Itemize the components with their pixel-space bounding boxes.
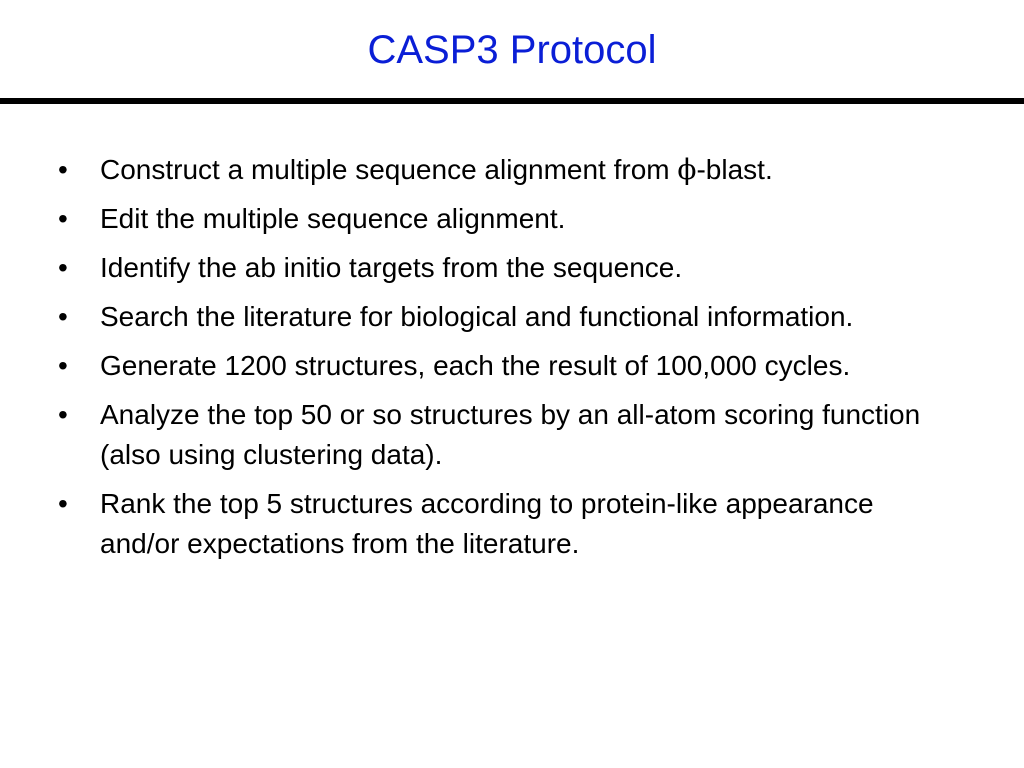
bullet-marker: • xyxy=(58,252,68,283)
bullet-text-before: Construct a multiple sequence alignment from xyxy=(100,154,678,185)
bullet-item xyxy=(58,199,958,239)
bullet-item xyxy=(58,484,958,564)
bullet-list xyxy=(58,150,958,573)
slide-title: CASP3 Protocol xyxy=(367,28,657,72)
bullet-item xyxy=(58,395,958,475)
bullet-text: Identify the ab initio targets from the sequence. xyxy=(100,252,683,283)
bullet-text-after: -blast. xyxy=(696,154,773,185)
bullet-text: Analyze the top 50 or so structures by an all-atom scoring function (also using clustering data). xyxy=(100,399,921,470)
phi-symbol: ϕ xyxy=(677,153,697,186)
bullet-marker: • xyxy=(58,350,68,381)
bullet-text: Generate 1200 structures, each the result of 100,000 cycles. xyxy=(100,350,851,381)
bullet-marker: • xyxy=(58,399,68,430)
bullet-item xyxy=(58,150,958,190)
bullet-item xyxy=(58,346,958,386)
bullet-marker: • xyxy=(58,301,68,332)
bullet-item xyxy=(58,297,958,337)
bullet-marker: • xyxy=(58,154,68,185)
bullet-text: Search the literature for biological and functional information. xyxy=(100,301,854,332)
bullet-item xyxy=(58,248,958,288)
bullet-text: Edit the multiple sequence alignment. xyxy=(100,203,566,234)
bullet-marker: • xyxy=(58,203,68,234)
bullet-text: Rank the top 5 structures according to protein-like appearance and/or expectations from the literature. xyxy=(100,488,874,559)
title-divider xyxy=(0,98,1024,104)
bullet-marker: • xyxy=(58,488,68,519)
